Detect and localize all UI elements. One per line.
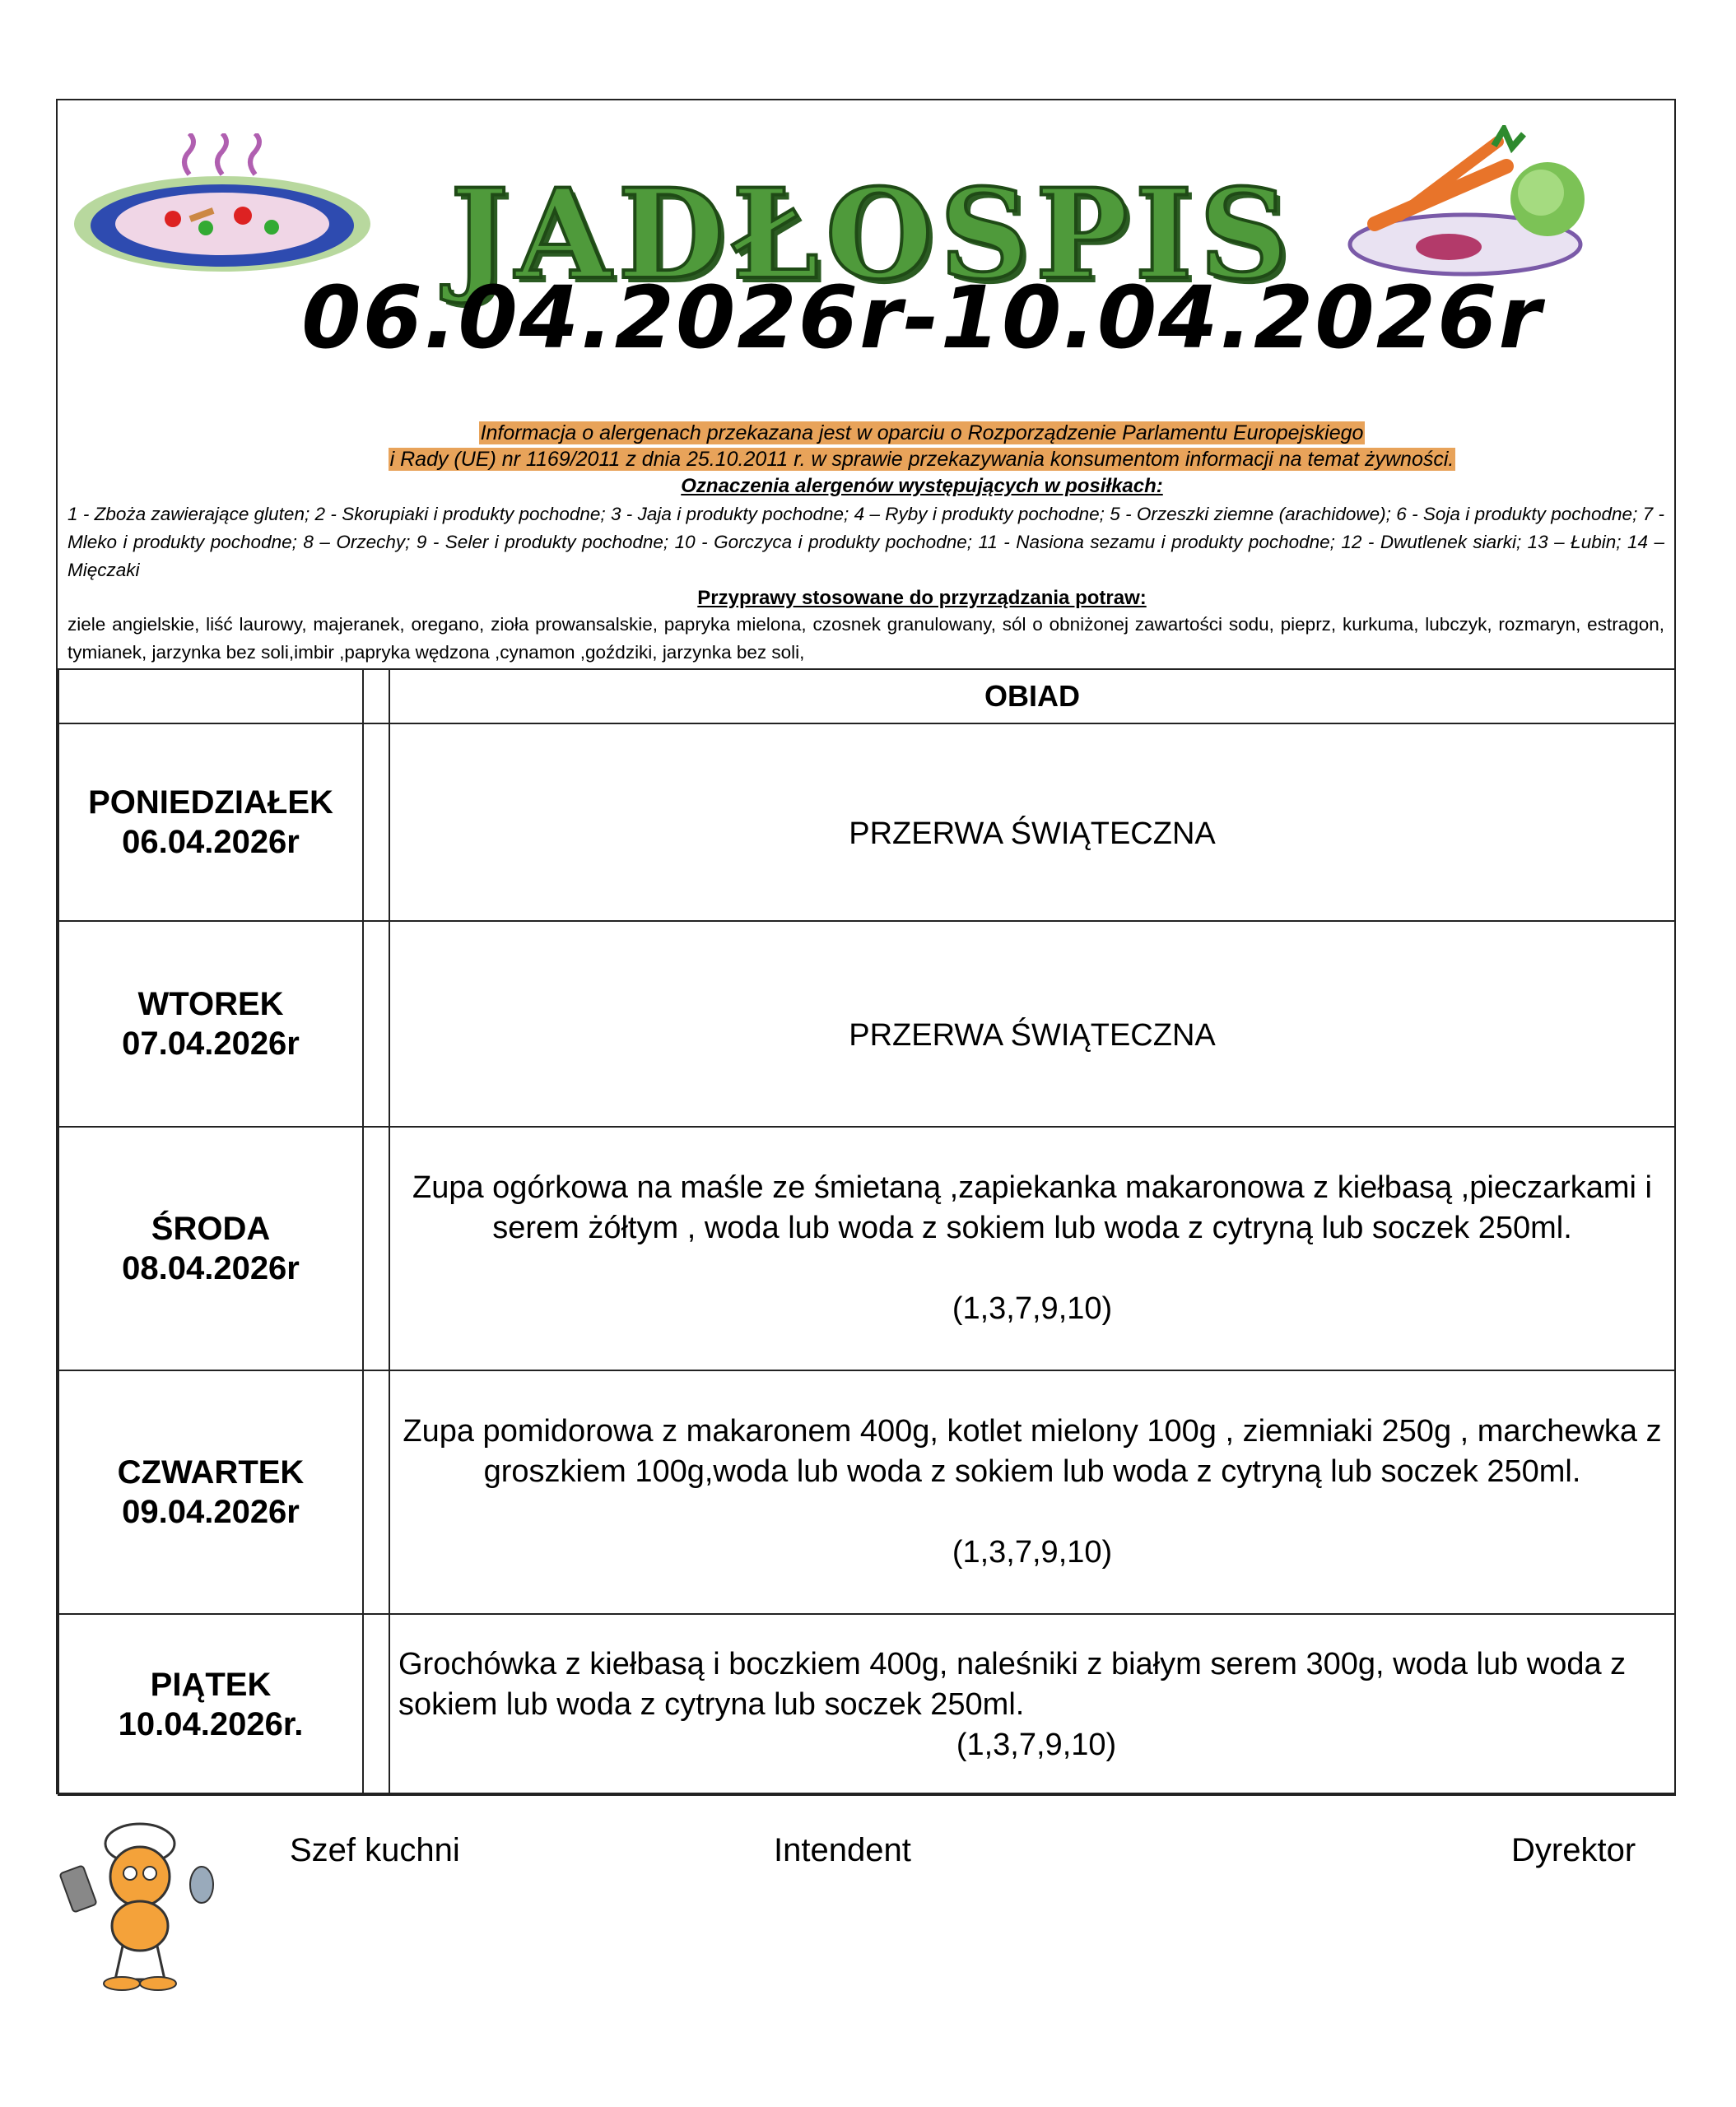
intendent-signature-label: Intendent <box>774 1832 911 1868</box>
meal-allergens: (1,3,7,9,10) <box>956 1727 1117 1762</box>
meal-text: PRZERWA ŚWIĄTECZNA <box>849 816 1216 851</box>
meal-text: Zupa ogórkowa na maśle ze śmietaną ,zapiekanka makaronowa z kiełbasą ,pieczarkami i serem żółtym , woda lub woda z sokiem lub woda z cytryną lub soczek 250ml. <box>412 1170 1652 1245</box>
spacer-cell <box>363 1614 389 1795</box>
meal-cell <box>389 921 1675 1127</box>
table-header-row <box>58 669 1675 723</box>
legal-info <box>58 420 1736 472</box>
day-name: PONIEDZIAŁEK <box>88 784 333 821</box>
date-range-title: 06.04.2026r-10.04.2026r <box>301 267 1543 368</box>
header-spacer-cell <box>363 669 389 723</box>
meal-cell <box>389 1370 1675 1614</box>
header-empty-cell <box>58 669 363 723</box>
day-cell <box>58 1370 363 1614</box>
logo-title: JADŁOSPIS <box>449 162 1296 307</box>
spacer-cell <box>363 723 389 921</box>
soup-plate-icon <box>66 133 379 273</box>
spacer-cell <box>363 1127 389 1370</box>
spice-list: ziele angielskie, liść laurowy, majeranek, oregano, zioła prowansalskie, papryka mielona, czosnek granulowany, sól o obniżonej zawartości sodu, pieprz, kurkuma, lubczyk, rozmaryn, estragon, tymianek, jarzynka bez soli,imbir ,papryka wędzona ,cynamon ,goździki, jarzynka bez soli, <box>67 614 1664 663</box>
spice-heading: Przyprawy stosowane do przyrządzania potraw: <box>697 587 1147 609</box>
chef-cat-mascot-icon <box>58 1819 222 1992</box>
day-cell <box>58 1127 363 1370</box>
meal-cell <box>389 1614 1675 1795</box>
chef-signature-label: Szef kuchni <box>290 1832 460 1868</box>
meal-cell <box>389 1127 1675 1370</box>
table-row <box>58 723 1675 921</box>
legal-line-1: Informacja o alergenach przekazana jest w oparciu o Rozporządzenie Parlamentu Europejskiego <box>480 421 1364 444</box>
table-row <box>58 1614 1675 1795</box>
spacer-cell <box>363 1370 389 1614</box>
meal-cell <box>389 723 1675 921</box>
meal-allergens: (1,3,7,9,10) <box>952 1291 1113 1326</box>
day-date: 10.04.2026r. <box>118 1706 304 1742</box>
menu-table <box>58 668 1676 1796</box>
day-name: ŚRODA <box>151 1211 271 1247</box>
meal-text: PRZERWA ŚWIĄTECZNA <box>849 1017 1216 1053</box>
allergen-heading: Oznaczenia alergenów występujących w posiłkach: <box>681 475 1163 497</box>
vegetables-plate-icon <box>1325 125 1605 281</box>
day-date: 07.04.2026r <box>122 1026 300 1062</box>
day-name: CZWARTEK <box>117 1454 305 1491</box>
day-date: 09.04.2026r <box>122 1494 300 1530</box>
day-name: WTOREK <box>137 986 284 1022</box>
day-date: 06.04.2026r <box>122 824 300 860</box>
table-row <box>58 921 1675 1127</box>
table-row <box>58 1370 1675 1614</box>
day-cell <box>58 723 363 921</box>
day-cell <box>58 1614 363 1795</box>
day-cell <box>58 921 363 1127</box>
meal-text: Grochówka z kiełbasą i boczkiem 400g, naleśniki z białym serem 300g, woda lub woda z sokiem lub woda z cytryna lub soczek 250ml. <box>398 1646 1627 1722</box>
legal-line-2: i Rady (UE) nr 1169/2011 z dnia 25.10.2011 r. w sprawie przekazywania konsumentom informacji na temat żywności. <box>389 448 1454 471</box>
meal-header: OBIAD <box>389 669 1675 723</box>
director-signature-label: Dyrektor <box>1511 1832 1636 1868</box>
table-row <box>58 1127 1675 1370</box>
meal-allergens: (1,3,7,9,10) <box>952 1535 1113 1570</box>
meal-text: Zupa pomidorowa z makaronem 400g, kotlet mielony 100g , ziemniaki 250g , marchewka z groszkiem 100g,woda lub woda z sokiem lub woda z cytryną lub soczek 250ml. <box>403 1414 1662 1489</box>
allergen-list: 1 - Zboża zawierające gluten; 2 - Skorupiaki i produkty pochodne; 3 - Jaja i produkty pochodne; 4 – Ryby i produkty pochodne; 5 - Orzeszki ziemne (arachidowe); 6 - Soja i produkty pochodne; 7 - Mleko i produkty pochodne; 8 – Orzechy; 9 - Seler i produkty pochodne; 10 - Gorczyca i produkty pochodne; 11 - Nasiona sezamu i produkty pochodne; 12 - Dwutlenek siarki; 13 – Łubin; 14 – Mięczaki <box>67 504 1664 580</box>
menu-header <box>58 100 1674 668</box>
day-name: PIĄTEK <box>150 1667 272 1703</box>
day-date: 08.04.2026r <box>122 1250 300 1286</box>
spacer-cell <box>363 921 389 1127</box>
